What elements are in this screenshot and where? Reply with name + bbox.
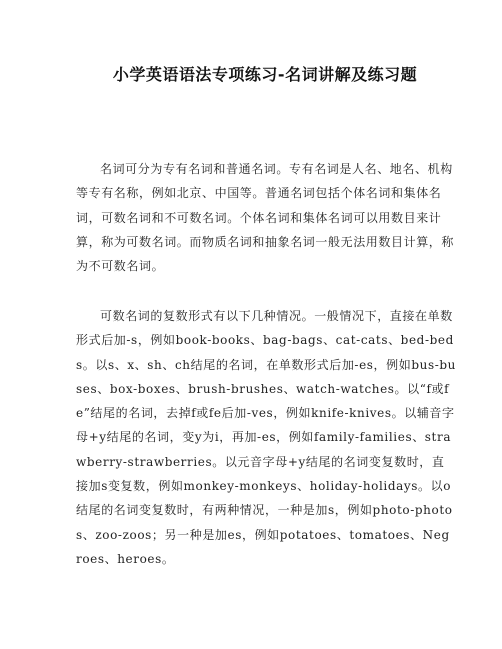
paragraph-noun-types: 名词可分为专有名词和普通名词。专有名词是人名、地名、机构等专有名称，例如北京、中国等。普通名词包括个体名词和集体名词，可数名词和不可数名词。个体名词和集体名词可以用数目来计算，称为可数名词。而物质名词和抽象名词一般无法用数目计算，称为不可数名词。 — [76, 162, 455, 274]
paragraph-plural-forms: 可数名词的复数形式有以下几种情况。一般情况下，直接在单数形式后加-s，例如book-books、bag-bags、cat-cats、bed-beds。以s、x、sh、ch结尾的名词，在单数形式后加-es，例如bus-buses、box-boxes、brush-brushes、watch-watches。以“f或fe”结尾的名词，去掉f或fe后加-ves，例如knife-knives。以辅音字母+y结尾的名词，变y为i，再加-es，例如family-families、strawberry-strawberries。以元音字母+y结尾的名词变复数时，直接加s变复数，例如monkey-monkeys、holiday-holidays。以o结尾的名词变复数时，有两种情况，一种是加s，例如photo-photos、zoo-zoos；另一种是加es，例如potatoes、tomatoes、Negroes、heroes。 — [76, 309, 456, 566]
document-title: 小学英语语法专项练习-名词讲解及练习题 — [112, 65, 418, 84]
